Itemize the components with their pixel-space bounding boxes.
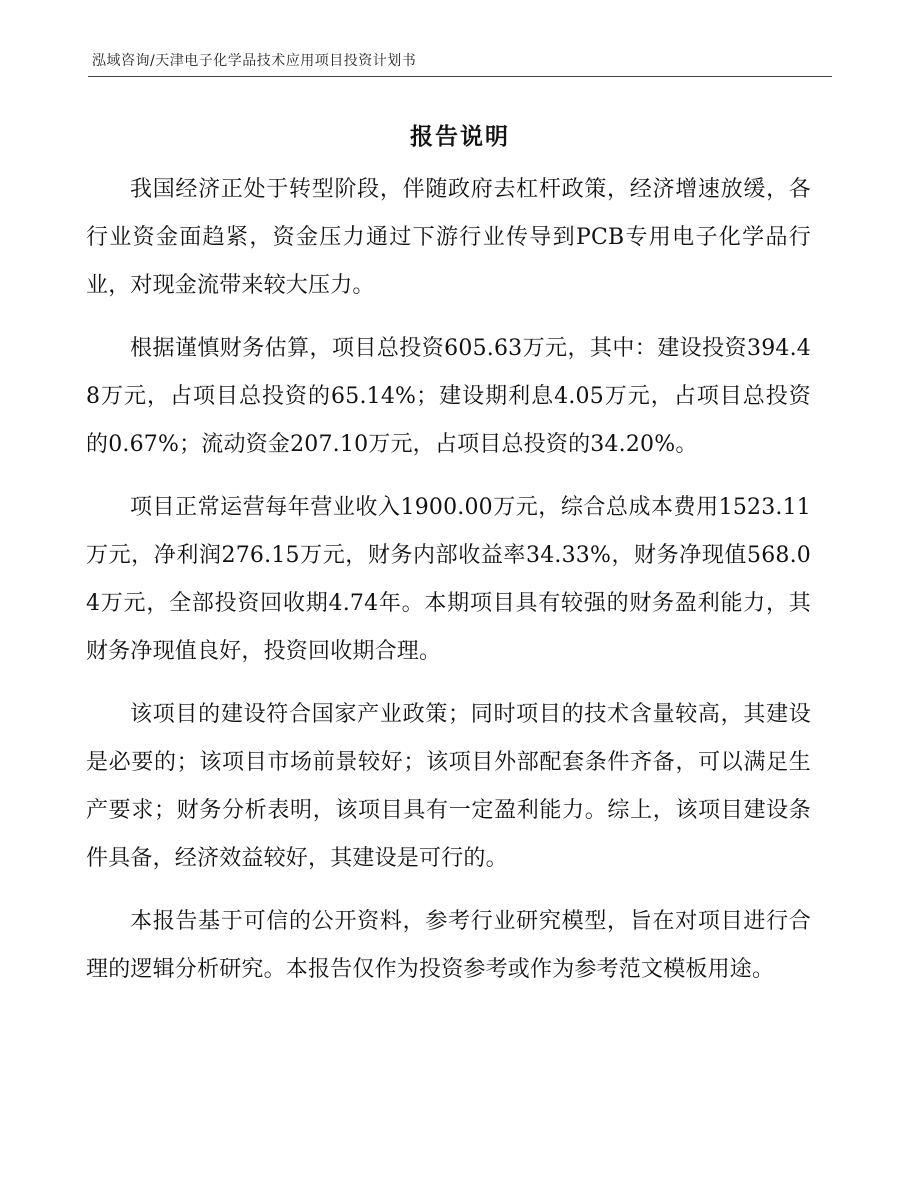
- document-body: [86, 166, 811, 1009]
- paragraph-financial-returns: 项目正常运营每年营业收入1900.00万元，综合总成本费用1523.11万元，净利润276.15万元，财务内部收益率34.33%，财务净现值568.04万元，全部投资回收期4.74年。本期项目具有较强的财务盈利能力，其财务净现值良好，投资回收期合理。: [86, 495, 811, 664]
- paragraph-feasibility: 该项目的建设符合国家产业政策；同时项目的技术含量较高，其建设是必要的；该项目市场前景较好；该项目外部配套条件齐备，可以满足生产要求；财务分析表明，该项目具有一定盈利能力。综上，该项目建设条件具备，经济效益较好，其建设是可行的。: [86, 702, 811, 871]
- paragraph-investment-estimate: 根据谨慎财务估算，项目总投资605.63万元，其中：建设投资394.48万元，占项目总投资的65.14%；建设期利息4.05万元，占项目总投资的0.67%；流动资金207.10万元，占项目总投资的34.20%。: [86, 336, 811, 457]
- paragraph-disclaimer: 本报告基于可信的公开资料，参考行业研究模型，旨在对项目进行合理的逻辑分析研究。本报告仅作为投资参考或作为参考范文模板用途。: [86, 909, 811, 982]
- paragraph-industry-context: 我国经济正处于转型阶段，伴随政府去杠杆政策，经济增速放缓，各行业资金面趋紧，资金压力通过下游行业传导到PCB专用电子化学品行业，对现金流带来较大压力。: [86, 177, 811, 298]
- header-divider: [88, 76, 832, 77]
- running-header: 泓域咨询/天津电子化学品技术应用项目投资计划书: [92, 53, 417, 69]
- page-title: 报告说明: [410, 124, 510, 150]
